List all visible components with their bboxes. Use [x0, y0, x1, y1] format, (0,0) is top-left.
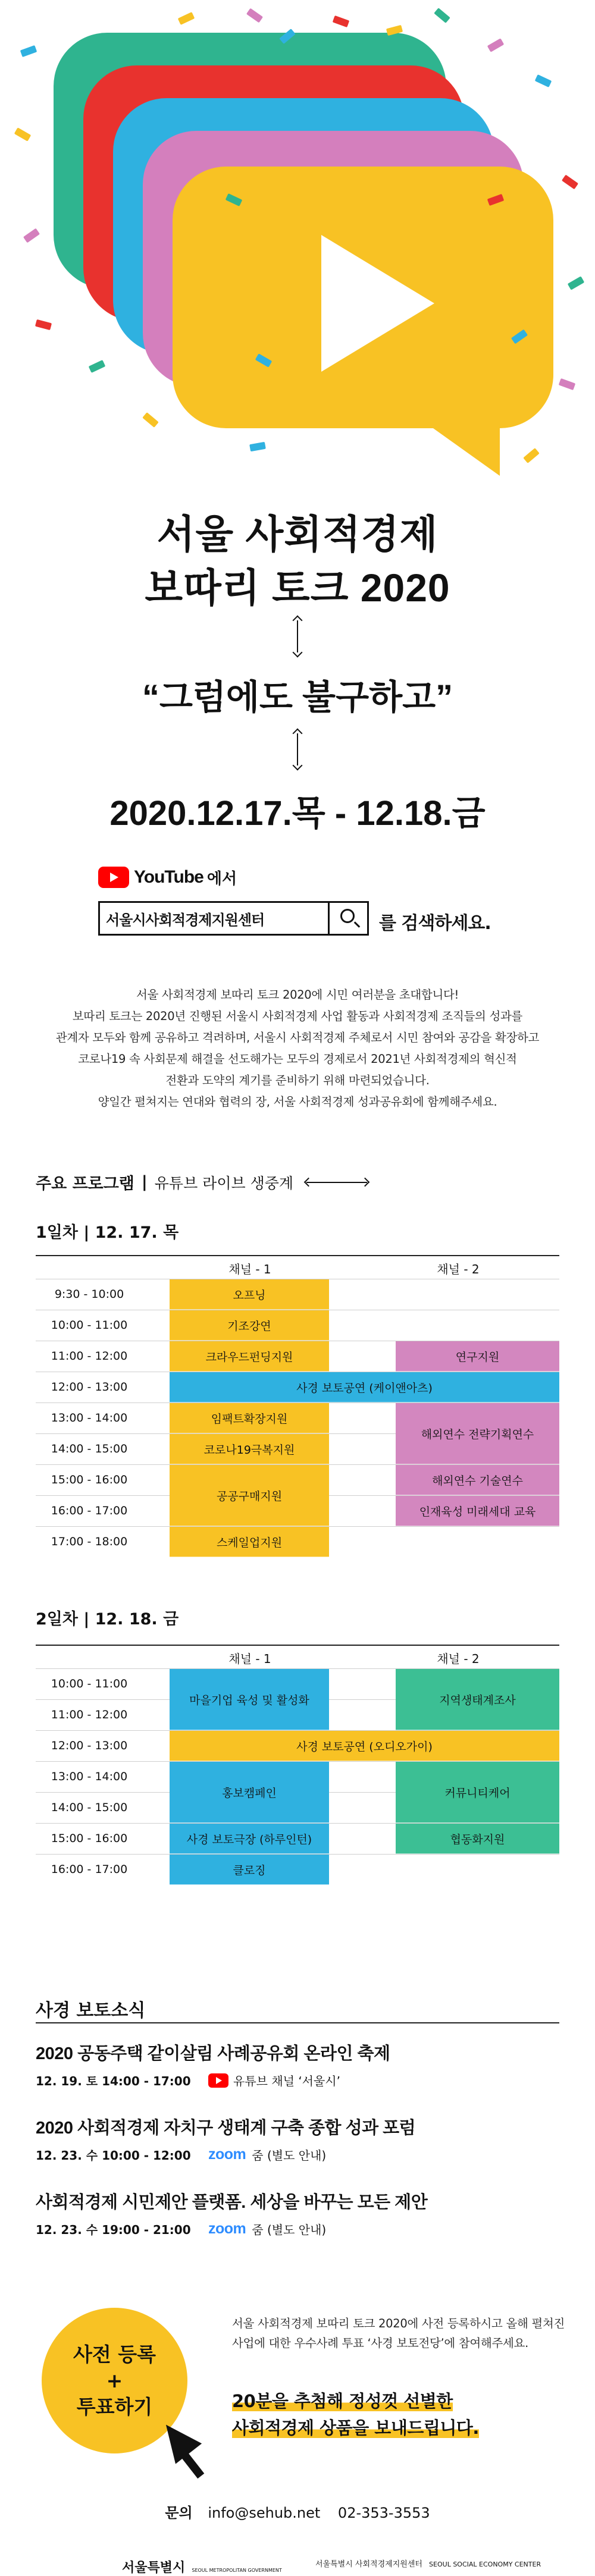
zoom-logo: zoom — [208, 2146, 246, 2163]
vote-prize-line-1: 20분을 추첨해 정성껏 선별한 — [232, 2391, 453, 2411]
program-heading — [36, 1171, 369, 1194]
time-row: 17:00 - 18:00 — [36, 1526, 559, 1557]
day1-title: 1일차 | 12. 17. 목 — [36, 1223, 179, 1242]
time-row: 13:00 - 14:00 — [36, 1761, 559, 1792]
confetti — [562, 175, 578, 190]
sec-logo-bottom: SEOUL SOCIAL ECONOMY CENTER — [429, 2561, 541, 2568]
program-subtitle: 유튜브 라이브 생중계 — [154, 1174, 294, 1192]
intro-line: 서울 사회적경제 보따리 토크 2020에 시민 여러분을 초대합니다! — [136, 988, 459, 1002]
session-keynote: 기조강연 — [170, 1310, 329, 1341]
contact-phone[interactable]: 02-353-3553 — [337, 2505, 430, 2521]
hero-illustration — [0, 0, 595, 476]
sec-logo-top: 서울특별시 사회적경제지원센터 — [315, 2560, 422, 2569]
updown-arrow-icon — [293, 729, 302, 770]
news-item-where: 유튜브 채널 ‘서울시’ — [233, 2074, 340, 2088]
contact-email[interactable]: info@sehub.net — [208, 2505, 321, 2521]
session-overseas-tech: 해외연수 기술연수 — [396, 1465, 559, 1495]
intro-line: 코로나19 속 사회문제 해결을 선도해가는 모두의 경제로서 2021년 사회적경제의 혁신적 — [78, 1052, 517, 1066]
program-separator: | — [141, 1173, 148, 1191]
search-icon[interactable] — [328, 903, 367, 934]
search-box[interactable] — [98, 901, 369, 936]
table-top-rule — [36, 1645, 559, 1646]
news-item-title: 사회적경제 시민제안 플랫폼. 세상을 바꾸는 모든 제안 — [36, 2193, 428, 2212]
news-item — [36, 2040, 559, 2089]
time-row: 11:00 - 12:00 — [36, 1699, 559, 1730]
channel-2-header: 채널 - 2 — [437, 1262, 480, 1276]
vote-plus: + — [106, 2368, 123, 2392]
confetti — [178, 12, 195, 25]
session-coop: 협동화지원 — [396, 1824, 559, 1854]
news-heading: 사경 보토소식 — [36, 2000, 146, 2021]
session-talent: 인재육성 미래세대 교육 — [396, 1496, 559, 1526]
session-talk-day2: 사경 보토공연 (오디오가이) — [170, 1731, 559, 1761]
vote-line-1: 사전 등록 — [73, 2342, 156, 2366]
session-community: 커뮤니티케어 — [396, 1762, 559, 1823]
youtube-icon — [208, 2073, 228, 2088]
news-item-title: 2020 공동주택 같이살림 사례공유회 온라인 축제 — [36, 2044, 390, 2063]
time-row: 14:00 - 15:00 — [36, 1433, 559, 1464]
session-closing: 클로징 — [170, 1855, 329, 1885]
confetti — [333, 15, 350, 27]
vote-description: 서울 사회적경제 보따리 토크 2020에 사전 등록하시고 올해 펼쳐진 사업에 대한 우수사례 투표 ‘사경 보토전당’에 참여해주세요. — [232, 2317, 565, 2350]
session-impact: 임팩트확장지원 — [170, 1403, 329, 1433]
seoul-logo-sub: SEOUL METROPOLITAN GOVERNMENT — [192, 2568, 282, 2573]
intro-line: 양일간 펼쳐지는 연대와 협력의 장, 서울 사회적경제 성과공유회에 함께해주세요. — [98, 1095, 497, 1109]
time-row: 13:00 - 14:00 — [36, 1402, 559, 1433]
intro-line: 전환과 도약의 계기를 준비하기 위해 마련되었습니다. — [165, 1074, 430, 1087]
contact-label: 문의 — [165, 2505, 193, 2521]
channel-1-header: 채널 - 1 — [228, 1652, 271, 1666]
time-row: 16:00 - 17:00 — [36, 1854, 559, 1885]
zoom-logo: zoom — [208, 2220, 246, 2237]
time-row: 10:00 - 11:00 — [36, 1668, 559, 1699]
title-line-1: 서울 사회적경제 — [156, 512, 439, 556]
sec-logo — [315, 2558, 541, 2569]
event-date: 2020.12.17.목 - 12.18.금 — [109, 794, 486, 833]
time-row: 14:00 - 15:00 — [36, 1792, 559, 1823]
day1-schedule — [36, 1255, 559, 1564]
time-row: 15:00 - 16:00 — [36, 1823, 559, 1854]
confetti — [535, 74, 552, 87]
news-item — [36, 2189, 559, 2238]
cursor-arrow-stem — [180, 2451, 205, 2478]
session-crowdfunding: 크라우드펀딩지원 — [170, 1341, 329, 1372]
vote-prize-line-2: 사회적경제 상품을 보내드립니다. — [232, 2418, 479, 2438]
channel-1-header: 채널 - 1 — [228, 1262, 271, 1276]
time-row: 11:00 - 12:00 — [36, 1341, 559, 1372]
news-item-time: 12. 23. 수 19:00 - 21:00 — [36, 2223, 191, 2237]
session-opening: 오프닝 — [170, 1279, 329, 1310]
session-procurement: 공공구매지원 — [170, 1465, 329, 1526]
news-item-title: 2020 사회적경제 자치구 생태계 구축 종합 성과 포럼 — [36, 2119, 416, 2138]
vote-line-2: 투표하기 — [76, 2395, 153, 2418]
session-scaleup: 스케일업지원 — [170, 1527, 329, 1557]
session-covid: 코로나19극복지원 — [170, 1434, 329, 1464]
session-talk-day1: 사경 보토공연 (케이앤아츠) — [170, 1372, 559, 1402]
play-icon — [321, 235, 434, 372]
confetti — [559, 378, 576, 390]
news-item-where: 줌 (별도 안내) — [252, 2148, 327, 2163]
session-overseas-strategy: 해외연수 전략기획연수 — [396, 1403, 559, 1464]
youtube-search-guide — [98, 865, 515, 949]
youtube-play-icon — [98, 867, 129, 888]
day2-schedule — [36, 1645, 559, 1894]
program-title: 주요 프로그램 — [36, 1175, 134, 1193]
time-row: 15:00 - 16:00 — [36, 1464, 559, 1495]
title-line-2: 보따리 토크 2020 — [145, 566, 450, 610]
news-item-where: 줌 (별도 안내) — [252, 2223, 327, 2237]
confetti — [35, 319, 52, 330]
vote-prize — [232, 2388, 565, 2442]
slogan: “그럼에도 불구하고” — [142, 678, 453, 717]
time-row: 9:30 - 10:00 — [36, 1279, 559, 1310]
youtube-suffix: 에서 — [206, 870, 237, 888]
news-item — [36, 2114, 559, 2163]
confetti — [89, 360, 106, 373]
leftright-arrow-icon — [304, 1178, 369, 1187]
news-item-time: 12. 23. 수 10:00 - 12:00 — [36, 2148, 191, 2163]
news-item-detail — [36, 2072, 559, 2089]
news-item-time: 12. 19. 토 14:00 - 17:00 — [36, 2074, 191, 2088]
intro-line: 보따리 토크는 2020년 진행된 서울시 사회적경제 사업 활동과 사회적경제 조직들의 성과를 — [72, 1009, 523, 1023]
intro-line: 관계자 모두와 함께 공유하고 격려하며, 서울시 사회적경제 주체로서 시민 참여와 공감을 확장하고 — [55, 1031, 540, 1044]
news-item-detail — [36, 2220, 559, 2238]
confetti — [568, 276, 585, 290]
updown-arrow-icon — [293, 616, 302, 657]
session-research: 연구지원 — [396, 1341, 559, 1372]
news-item-detail — [36, 2146, 559, 2163]
confetti — [23, 228, 40, 243]
youtube-logo — [98, 865, 237, 889]
contact — [0, 2501, 595, 2522]
channel-2-header: 채널 - 2 — [437, 1652, 480, 1666]
time-row: 16:00 - 17:00 — [36, 1495, 559, 1526]
confetti — [249, 442, 266, 451]
confetti — [487, 38, 505, 52]
day2-title: 2일차 | 12. 18. 금 — [36, 1610, 179, 1629]
seoul-logo-text: 서울특별시 — [122, 2561, 186, 2575]
confetti — [142, 412, 159, 428]
session-campaign: 홍보캠페인 — [170, 1762, 329, 1823]
seoul-logo — [122, 2558, 282, 2576]
confetti — [523, 448, 540, 463]
session-village: 마을기업 육성 및 활성화 — [170, 1669, 329, 1730]
confetti — [434, 8, 450, 23]
confetti — [246, 8, 263, 23]
time-row: 10:00 - 11:00 — [36, 1310, 559, 1341]
news-rule — [36, 2022, 559, 2023]
search-instruction: 를 검색하세요. — [379, 913, 491, 934]
intro-text — [30, 984, 565, 1113]
youtube-wordmark: YouTube — [134, 867, 203, 887]
speech-bubble-tail — [416, 416, 500, 476]
table-top-rule — [36, 1255, 559, 1256]
time-row: 12:00 - 13:00 — [36, 1730, 559, 1761]
confetti — [14, 127, 32, 141]
search-text: 서울시사회적경제지원센터 — [106, 911, 265, 928]
time-row: 12:00 - 13:00 — [36, 1372, 559, 1402]
session-ecosystem: 지역생태계조사 — [396, 1669, 559, 1730]
session-theater: 사경 보토극장 (하루인턴) — [170, 1824, 329, 1854]
confetti — [20, 45, 37, 57]
